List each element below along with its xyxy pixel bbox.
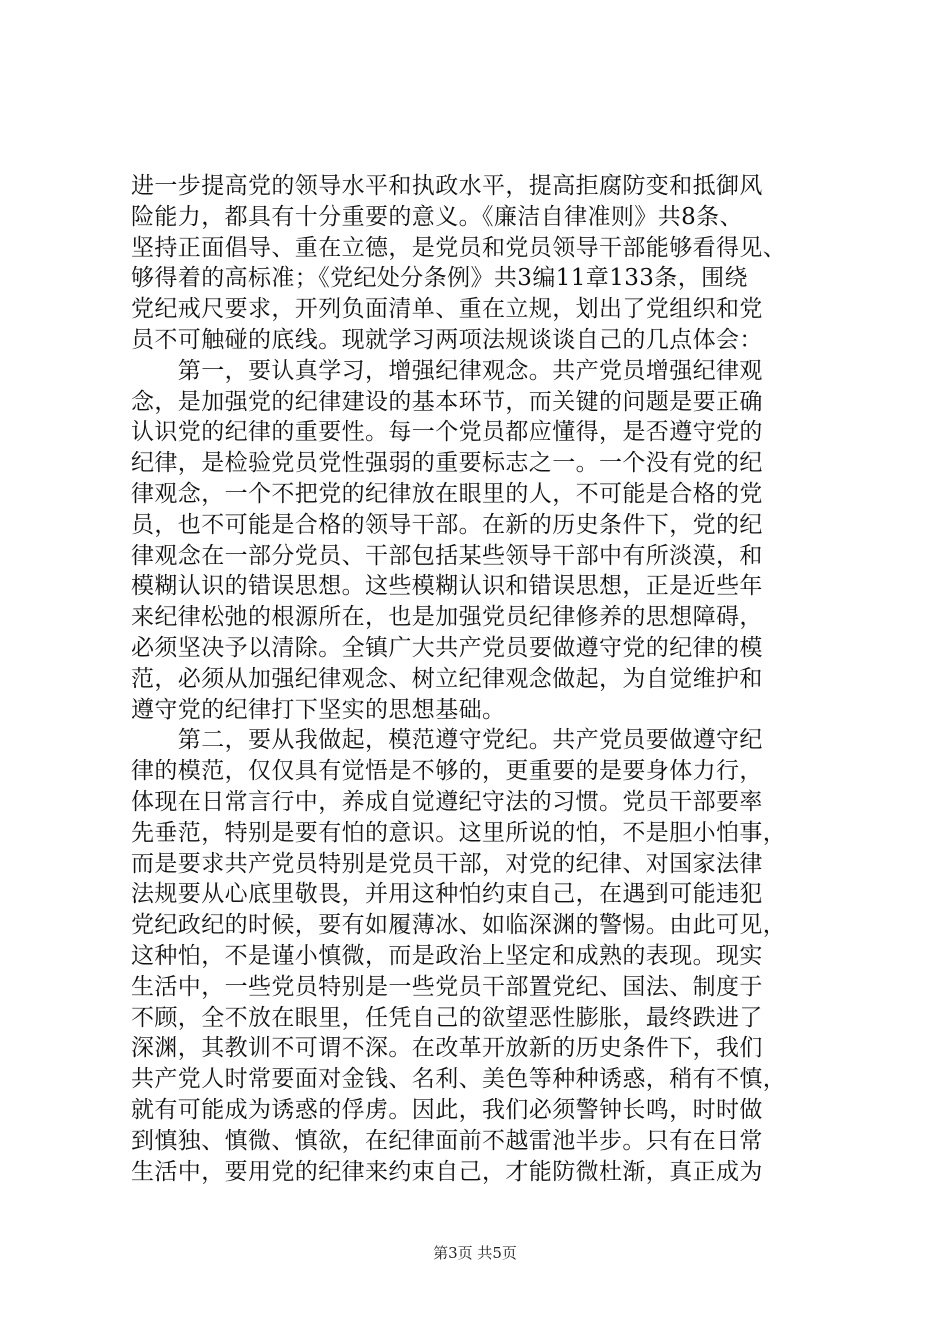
text-line: 范，必须从加强纪律观念、树立纪律观念做起，为自觉维护和	[131, 665, 763, 692]
text-line: 党纪政纪的时候，要有如履薄冰、如临深渊的警惕。由此可见，	[131, 912, 787, 939]
text-line: 不顾，全不放在眼里，任凭自己的欲望恶性膨胀，最终跌进了	[131, 1004, 763, 1031]
text-line: 律的模范，仅仅具有觉悟是不够的，更重要的是要身体力行，	[131, 758, 763, 785]
document-body	[131, 171, 831, 1187]
text-line: 生活中，要用党的纪律来约束自己，才能防微杜渐，真正成为	[131, 1158, 763, 1185]
text-line: 生活中，一些党员特别是一些党员干部置党纪、国法、制度于	[131, 973, 763, 1000]
text-line: 体现在日常言行中，养成自觉遵纪守法的习惯。党员干部要率	[131, 788, 763, 815]
text-line: 这种怕，不是谨小慎微，而是政治上坚定和成熟的表现。现实	[131, 942, 763, 969]
page-footer: 第3页 共5页	[433, 1244, 517, 1262]
text-line: 险能力，都具有十分重要的意义。《廉洁自律准则》共8条、	[131, 203, 743, 230]
text-line: 进一步提高党的领导水平和执政水平，提高拒腐防变和抵御风	[131, 173, 763, 199]
text-line: 先垂范，特别是要有怕的意识。这里所说的怕，不是胆小怕事，	[131, 819, 787, 846]
text-line: 来纪律松弛的根源所在，也是加强党员纪律修养的思想障碍，	[131, 604, 763, 631]
paragraph-first-line: 第一，要认真学习，增强纪律观念。共产党员增强纪律观	[131, 357, 763, 384]
text-line: 模糊认识的错误思想。这些模糊认识和错误思想，正是近些年	[131, 573, 763, 600]
text-line: 深渊，其教训不可谓不深。在改革开放新的历史条件下，我们	[131, 1035, 763, 1062]
text-line: 律观念在一部分党员、干部包括某些领导干部中有所淡漠，和	[131, 542, 763, 569]
text-line: 到慎独、慎微、慎欲，在纪律面前不越雷池半步。只有在日常	[131, 1127, 763, 1154]
text-line: 法规要从心底里敬畏，并用这种怕约束自己，在遇到可能违犯	[131, 881, 763, 908]
text-line: 够得着的高标准；《党纪处分条例》共3编11章133条，围绕	[131, 265, 748, 292]
text-line: 律观念，一个不把党的纪律放在眼里的人，不可能是合格的党	[131, 480, 763, 507]
paragraph-first-line: 第二，要从我做起，模范遵守党纪。共产党员要做遵守纪	[131, 727, 763, 754]
text-line: 党纪戒尺要求，开列负面清单、重在立规，划出了党组织和党	[131, 296, 763, 323]
text-line: 就有可能成为诱惑的俘虏。因此，我们必须警钟长鸣，时时做	[131, 1096, 763, 1123]
text-line: 遵守党的纪律打下坚实的思想基础。	[131, 696, 506, 723]
text-line: 念，是加强党的纪律建设的基本环节，而关键的问题是要正确	[131, 388, 763, 415]
text-line: 而是要求共产党员特别是党员干部，对党的纪律、对国家法律	[131, 850, 763, 877]
text-line: 纪律，是检验党员党性强弱的重要标志之一。一个没有党的纪	[131, 450, 763, 477]
text-line: 员不可触碰的底线。现就学习两项法规谈谈自己的几点体会：	[131, 326, 763, 353]
text-line: 坚持正面倡导、重在立德，是党员和党员领导干部能够看得见、	[131, 234, 787, 261]
text-line: 共产党人时常要面对金钱、名利、美色等种种诱惑，稍有不慎，	[131, 1066, 787, 1093]
text-line: 必须坚决予以清除。全镇广大共产党员要做遵守党的纪律的模	[131, 634, 763, 661]
text-line: 认识党的纪律的重要性。每一个党员都应懂得，是否遵守党的	[131, 419, 763, 446]
text-line: 员，也不可能是合格的领导干部。在新的历史条件下，党的纪	[131, 511, 763, 538]
